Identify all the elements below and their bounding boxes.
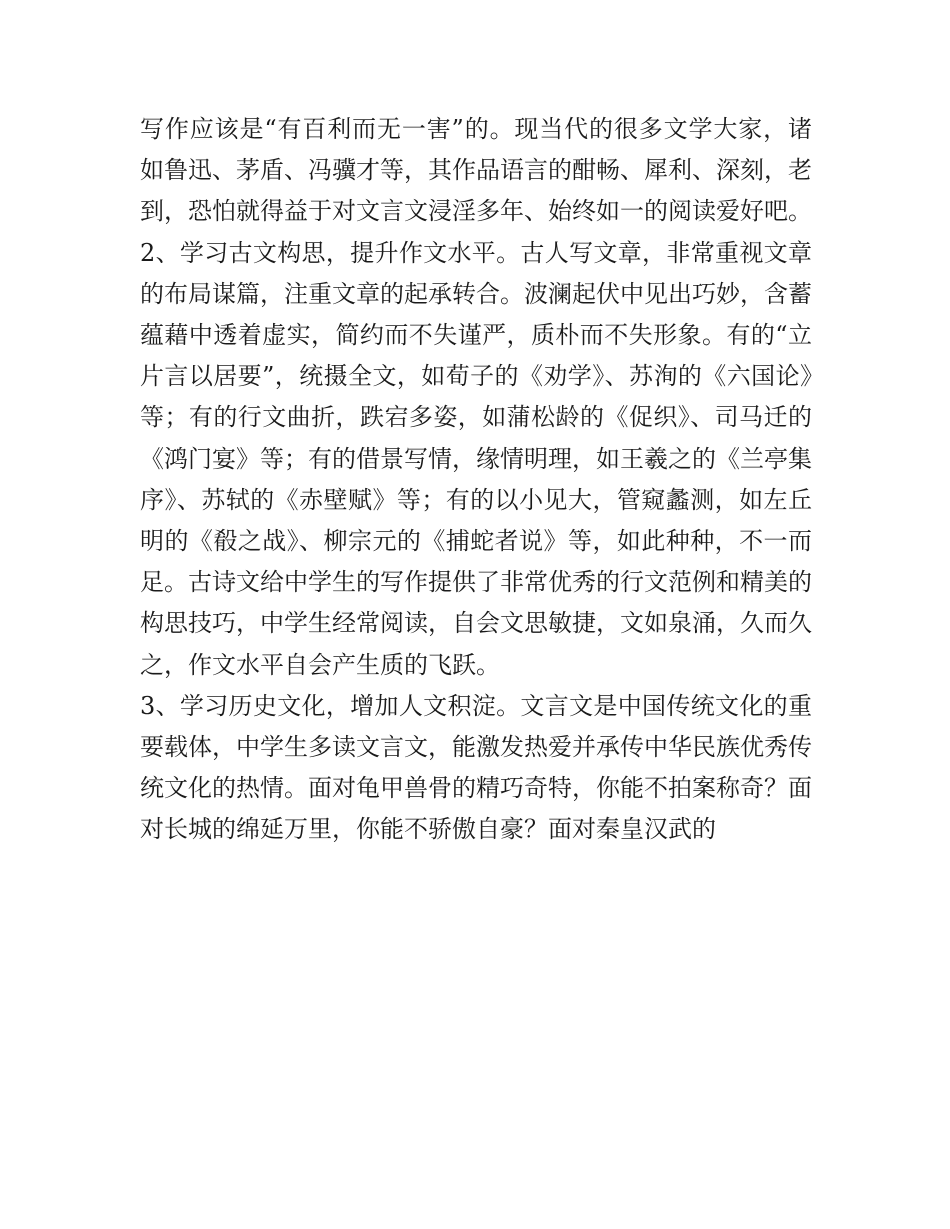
paragraph-point-3: 3、学习历史文化，增加人文积淀。文言文是中国传统文化的重要载体，中学生多读文言文，能激发热爱并承传中华民族优秀传统文化的热情。面对龟甲兽骨的精巧奇特，你能不拍案称奇？面对长城的绵延万里，你能不骄傲自豪？面对秦皇汉武的: [140, 691, 812, 844]
paragraph-continuation: 写作应该是“有百利而无一害”的。现当代的很多文学大家，诸如鲁迅、茅盾、冯骥才等，其作品语言的酣畅、犀利、深刻，老到，恐怕就得益于对文言文浸淫多年、始终如一的阅读爱好吧。: [140, 115, 812, 226]
paragraph-point-2: 2、学习古文构思，提升作文水平。古人写文章，非常重视文章的布局谋篇，注重文章的起承转合。波澜起伏中见出巧妙，含蓄蕴藉中透着虚实，简约而不失谨严，质朴而不失形象。有的“立片言以居要”，统摄全文，如荀子的《劝学》、苏洵的《六国论》等；有的行文曲折，跌宕多姿，如蒲松龄的《促织》、司马迁的《鸿门宴》等；有的借景写情，缘情明理，如王羲之的《兰亭集序》、苏轼的《赤壁赋》等；有的以小见大，管窥蠡测，如左丘明的《殽之战》、柳宗元的《捕蛇者说》等，如此种种，不一而足。古诗文给中学生的写作提供了非常优秀的行文范例和精美的构思技巧，中学生经常阅读，自会文思敏捷，文如泉涌，久而久之，作文水平自会产生质的飞跃。: [140, 238, 812, 679]
document-body: [140, 109, 812, 851]
